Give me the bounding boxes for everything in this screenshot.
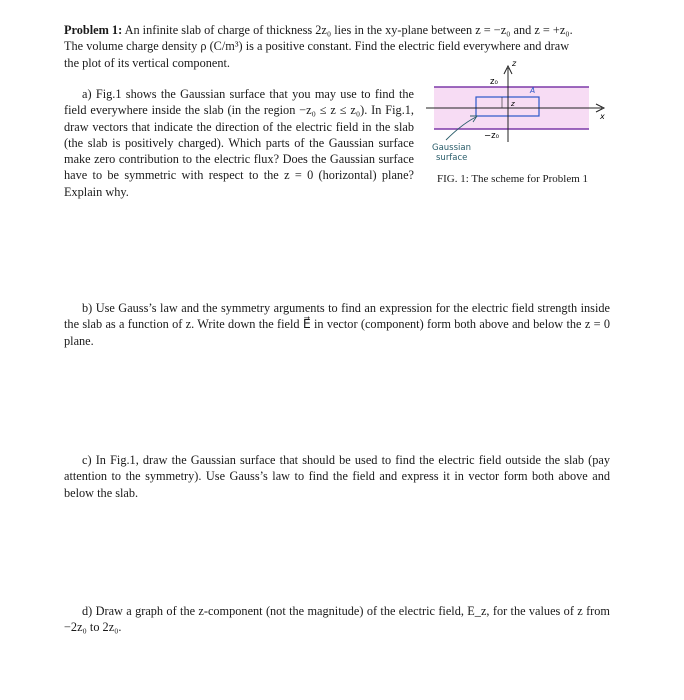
part-a [64,86,414,200]
slab-figure [426,54,616,170]
gaussian-label-line-2: surface [436,153,468,163]
neg-z0-label: −z₀ [484,131,499,141]
part-c [64,452,610,501]
part-a-text: a) Fig.1 shows the Gaussian surface that you may use to find the field everywhere inside the slab (in the region −z₀ ≤ z ≤ z₀). In Fig.1, draw vectors that indicate the direction of the electric field in the slab (the slab is positively charged). Which parts of the Gaussian surface make zero contribution to the electric flux? Does the Gaussian surface have to be symmetric with respect to the z = 0 (horizontal) plane? Explain why. [64,87,414,199]
z-axis-label: z [512,59,517,68]
part-b [64,300,610,349]
part-b-text: b) Use Gauss’s law and the symmetry arguments to find an expression for the electric field strength inside the slab as a function of z. Write down the field E⃗ in vector (component) form both above and below the z = 0 plane. [64,301,610,348]
x-axis-label: x [600,112,605,121]
area-label: A [530,86,536,95]
problem-line-2: The volume charge density ρ (C/m³) is a positive constant. Find the electric field everywhere and draw [64,39,570,54]
problem-line-3: the plot of its vertical component. [64,55,230,70]
part-c-text: c) In Fig.1, draw the Gaussian surface that should be used to find the electric field outside the slab (pay attention to the symmetry). Use Gauss’s law to find the field and express it in vector form both above and below the slab. [64,453,610,500]
problem-line-1: An infinite slab of charge of thickness 2z₀ lies in the xy-plane between z = −z₀ and z = +z₀. [122,23,573,37]
part-d [64,603,610,636]
gaussian-label-line-1: Gaussian [432,143,471,153]
figure-caption: FIG. 1: The scheme for Problem 1 [437,173,589,185]
z0-label: z₀ [490,77,498,87]
inner-z-label: z [511,100,515,108]
problem-label: Problem 1: [64,23,123,37]
part-d-text: d) Draw a graph of the z-component (not the magnitude) of the electric field, E_z, for the values of z from −2z₀ to 2z₀. [64,604,610,635]
